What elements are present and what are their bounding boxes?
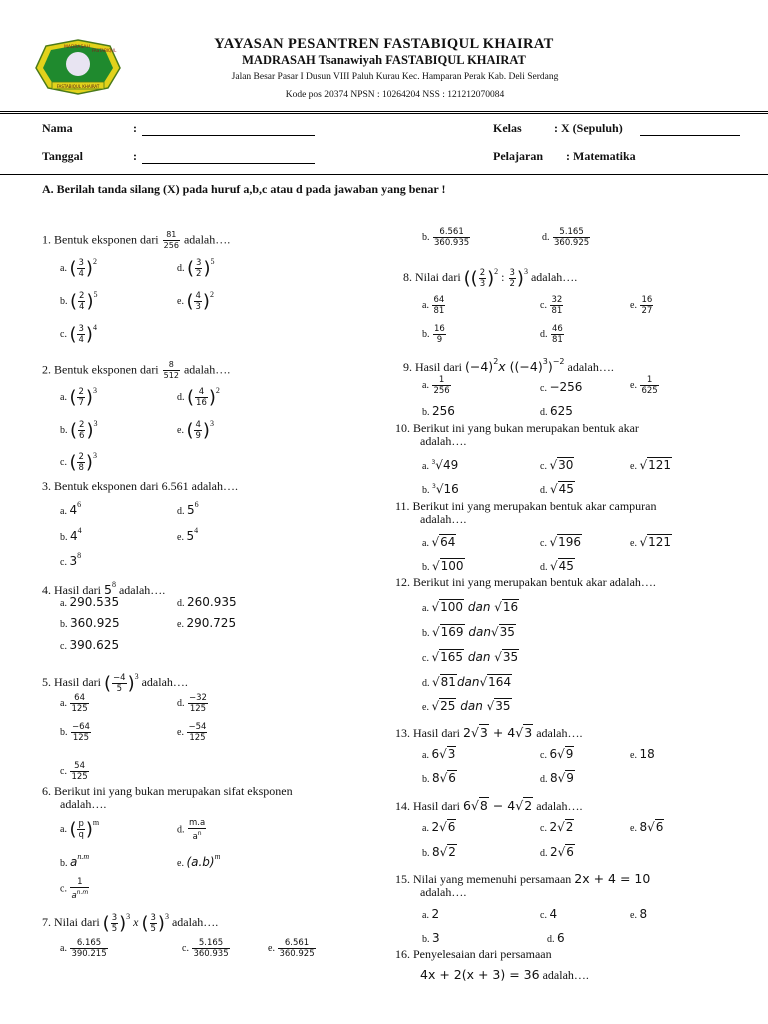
option-letter: c. [540,910,547,921]
q2-option-c[interactable]: c. ( $\frac{2}{8}$ )$^3$ [60,451,97,474]
q15-option-e[interactable]: e. 8 [630,907,648,921]
q9-option-b[interactable]: b. 256 [422,404,455,418]
question-2-suffix: adalah…. [183,362,231,377]
option-letter: a. [422,538,429,549]
q12-option-d[interactable]: d. √81dan√164 [422,675,512,689]
option-letter: d. [177,506,185,517]
question-8: 8. Nilai dari (( $\frac{2}{3}$ )$^2$ : $\frac{3}{2}$ )$^3$ adalah…. [403,267,578,289]
q1-option-c[interactable]: c. ( $\frac{3}{4}$ )$^4$ [60,323,97,346]
option-letter: d. [540,485,548,496]
option-letter: e. [177,726,184,738]
q5-option-d[interactable]: d. $\frac{-32}{125}$ [177,693,207,714]
q3-option-b[interactable]: b. $4^4$ [60,526,82,543]
question-15 [395,872,650,899]
option-letter: c. [60,641,67,652]
question-14-suffix: adalah…. [536,799,583,813]
option-letter: c. [540,383,547,394]
option-letter: e. [268,942,275,954]
option-letter: b. [422,774,430,785]
option-letter: b. [60,726,68,738]
school-codes: Kode pos 20374 NPSN : 10264204 NSS : 121212070084 [285,90,505,100]
q8-option-e[interactable]: e. $\frac{16}{27}$ [630,295,653,316]
option-letter: e. [422,702,429,713]
class-value: : X (Sepuluh) [554,121,623,135]
q1-option-e[interactable]: e. ( $\frac{4}{3}$ )$^2$ [177,290,214,313]
option-letter: b. [422,848,430,859]
option-letter: d. [542,231,550,243]
q15-option-c[interactable]: c. 4 [540,907,558,921]
question-1-text: 1. Bentuk eksponen dari [42,232,159,247]
option-letter: a. [422,823,429,834]
option-letter: e. [630,823,637,834]
q6-option-a[interactable]: a. ( $\frac{p}{q}$ )$^m$ [60,818,100,841]
header-rule-double [0,113,768,114]
question-2 [42,360,230,381]
question-10-suffix: adalah…. [420,434,467,448]
q4-option-c[interactable]: c. 390.625 [60,638,120,652]
q4-option-a[interactable]: a. 290.535 [60,595,120,609]
q9-option-e[interactable]: e. $\frac{1}{625}$ [630,375,658,396]
q16-equation-line [420,968,589,982]
instruction-text: A. Berilah tanda silang (X) pada huruf a,b,c atau d pada jawaban yang benar ! [42,182,446,196]
question-7: 7. Nilai dari ( $\frac{3}{5}$ )$^3$ x ( $\frac{3}{5}$ )$^3$ adalah…. [42,912,219,934]
q1-option-d[interactable]: d. ( $\frac{3}{2}$ )$^5$ [177,257,215,280]
option-letter: b. [422,934,430,945]
subject-label: Pelajaran [493,149,543,163]
q6-option-c[interactable]: c. $\frac{1}{a^{n.m}}$ [60,877,89,901]
question-9-suffix: adalah…. [567,360,614,374]
option-letter: b. [422,485,430,496]
q4-option-b[interactable]: b. 360.925 [60,616,120,630]
q7-option-b[interactable]: b. $\frac{6.561}{360.935}$ [422,227,470,248]
option-letter: c. [540,823,547,834]
option-letter: d. [540,774,548,785]
option-letter: e. [177,619,184,630]
question-2-text: 2. Bentuk eksponen dari [42,362,159,377]
q10-option-d[interactable]: d. √45 [540,482,574,496]
option-letter: a. [422,461,429,472]
question-15-suffix: adalah…. [420,885,467,899]
q2-fraction: $\frac{8}{512}$ [163,360,179,380]
q7-option-c[interactable]: c. $\frac{5.165}{360.935}$ [182,938,229,959]
option-letter: c. [422,653,429,664]
option-letter: a. [60,697,67,709]
q10-option-b[interactable]: b. $^3$√16 [422,482,459,496]
q8-option-a[interactable]: a. $\frac{64}{81}$ [422,295,445,316]
question-10 [395,422,639,448]
question-14-text: 14. Hasil dari [395,799,460,813]
q11-option-a[interactable]: a. √64 [422,535,456,549]
option-letter: e. [630,379,637,391]
question-8-suffix: adalah…. [530,270,578,284]
question-6 [42,785,293,811]
q3-option-c[interactable]: c. $3^8$ [60,551,82,568]
question-9-text: 9. Hasil dari [403,360,462,374]
q2-option-d[interactable]: d. ( $\frac{4}{16}$ )$^2$ [177,386,220,409]
question-3: 3. Bentuk eksponen dari 6.561 adalah…. [42,479,238,493]
question-9: 9. Hasil dari $(-4)^2x$ $((-4)^3)^{-2}$ adalah…. [403,357,614,374]
question-5-suffix: adalah…. [141,675,188,689]
q10-option-e[interactable]: e. √121 [630,458,672,472]
q14-option-a[interactable]: a. 2√6 [422,820,456,834]
option-letter: e. [630,910,637,921]
q15-equation: 2x + 4 = 10 [574,871,651,886]
option-letter: c. [540,461,547,472]
option-letter: e. [177,296,184,307]
name-field[interactable] [142,122,315,136]
question-15-text: 15. Nilai yang memenuhi persamaan [395,872,572,886]
option-letter: d. [422,678,430,689]
question-4-suffix: adalah…. [118,583,166,597]
class-label: Kelas [493,121,522,135]
question-13: 13. Hasil dari 2√3 + 4√3 adalah…. [395,725,583,740]
q3-option-e[interactable]: e. $5^4$ [177,526,199,543]
option-letter: b. [60,425,68,436]
question-16-suffix: adalah…. [542,968,589,982]
q1-fraction: $\frac{81}{256}$ [163,230,179,250]
q14-option-e[interactable]: e. 8√6 [630,820,664,834]
q7-option-a[interactable]: a. $\frac{6.165}{390.215}$ [60,938,107,959]
option-letter: e. [177,425,184,436]
q4-base: 5 [104,582,112,597]
question-14: 14. Hasil dari 6√8 − 4√2 adalah…. [395,798,583,813]
option-letter: e. [177,532,184,543]
q11-option-b[interactable]: b. √100 [422,559,464,573]
q14-option-c[interactable]: c. 2√2 [540,820,574,834]
option-letter: a. [60,506,67,517]
foundation-name: YAYASAN PESANTREN FASTABIQUL KHAIRAT [214,36,554,52]
option-letter: d. [540,562,548,573]
question-12: 12. Berikut ini yang merupakan bentuk akar adalah…. [395,575,656,589]
option-letter: d. [177,392,185,403]
header-rule [0,111,768,112]
q14-option-b[interactable]: b. 8√2 [422,845,456,859]
question-4-text: 4. Hasil dari [42,583,101,597]
q13-option-e[interactable]: e. 18 [630,747,655,761]
q8-option-b[interactable]: b. $\frac{16}{9}$ [422,324,445,345]
q12-option-e[interactable]: e. √25 dan √35 [422,699,511,713]
option-letter: a. [60,942,67,954]
q4-option-d[interactable]: d. 260.935 [177,595,237,609]
option-letter: c. [60,883,67,895]
info-rule [0,174,768,175]
q15-option-d[interactable]: d. 6 [547,931,565,945]
q2-option-a[interactable]: a. ( $\frac{2}{7}$ )$^3$ [60,386,97,409]
date-field[interactable] [142,150,315,164]
question-5-text: 5. Hasil dari [42,675,101,689]
option-letter: e. [630,750,637,761]
option-letter: a. [422,603,429,614]
option-letter: b. [60,858,68,869]
date-colon: : [133,149,137,163]
q12-option-a[interactable]: a. √100 dan √16 [422,600,519,614]
option-letter: c. [540,750,547,761]
q3-option-d[interactable]: d. $5^6$ [177,500,199,517]
option-letter: b. [422,231,430,243]
option-letter: d. [540,848,548,859]
q7-option-e[interactable]: e. $\frac{6.561}{360.925}$ [268,938,315,959]
q5-option-e[interactable]: e. $\frac{-54}{125}$ [177,722,207,743]
option-letter: c. [182,942,189,954]
option-letter: a. [422,299,429,311]
option-letter: a. [60,824,67,835]
option-letter: a. [60,263,67,274]
q9-option-a[interactable]: a. $\frac{1}{256}$ [422,375,450,396]
option-letter: b. [60,532,68,543]
q16-equation: 4x + 2(x + 3) = 36 [420,967,540,982]
question-13-text: 13. Hasil dari [395,726,460,740]
option-letter: a. [422,750,429,761]
option-letter: b. [422,407,430,418]
option-letter: c. [60,557,67,568]
q12-option-c[interactable]: c. √165 dan √35 [422,650,519,664]
option-letter: c. [540,299,547,311]
question-1 [42,230,230,251]
q13-option-c[interactable]: c. 6√9 [540,747,574,761]
date-label: Tanggal [42,149,83,163]
option-letter: e. [630,538,637,549]
logo-top-text: MADRASAH [64,45,90,50]
q6-option-b[interactable]: b. $a^{n.m}$ [60,852,90,869]
question-8-text: 8. Nilai dari [403,270,461,284]
question-7-suffix: adalah…. [171,915,219,929]
q13-option-a[interactable]: a. 6√3 [422,747,456,761]
q1-option-b[interactable]: b. ( $\frac{2}{4}$ )$^5$ [60,290,98,313]
q13-option-b[interactable]: b. 8√6 [422,771,456,785]
question-16: 16. Penyelesaian dari persamaan [395,947,552,961]
q13-option-d[interactable]: d. 8√9 [540,771,574,785]
option-letter: a. [60,392,67,403]
q11-option-d[interactable]: d. √45 [540,559,574,573]
q8-option-d[interactable]: d. $\frac{46}{81}$ [540,324,563,345]
q8-option-c[interactable]: c. $\frac{32}{81}$ [540,295,563,316]
q10-option-c[interactable]: c. √30 [540,458,574,472]
option-letter: e. [630,461,637,472]
name-label: Nama [42,121,73,135]
question-13-suffix: adalah…. [536,726,583,740]
class-field-line[interactable] [640,122,740,136]
q4-exponent: 8 [111,580,116,589]
option-letter: a. [60,598,67,609]
q9-option-c[interactable]: c. −256 [540,380,583,394]
q1-option-a[interactable]: a. ( $\frac{3}{4}$ )$^2$ [60,257,97,280]
q2-option-e[interactable]: e. ( $\frac{4}{9}$ )$^3$ [177,419,214,442]
q5-option-c[interactable]: c. $\frac{54}{125}$ [60,761,88,782]
option-letter: d. [177,824,185,836]
question-7-text: 7. Nilai dari [42,915,100,929]
option-letter: e. [177,858,184,869]
option-letter: c. [60,765,67,777]
option-letter: a. [422,910,429,921]
option-letter: e. [630,299,637,311]
q11-option-e[interactable]: e. √121 [630,535,672,549]
question-10-text: 10. Berikut ini yang bukan merupakan bentuk akar [395,421,639,435]
question-11 [395,500,656,526]
q15-option-b[interactable]: b. 3 [422,931,440,945]
option-letter: b. [422,562,430,573]
question-6-suffix: adalah…. [60,797,107,811]
option-letter: d. [540,407,548,418]
option-letter: d. [177,263,185,274]
option-letter: b. [422,328,430,340]
q5-option-b[interactable]: b. $\frac{-64}{125}$ [60,722,90,743]
q2-option-b[interactable]: b. ( $\frac{2}{6}$ )$^3$ [60,419,98,442]
option-letter: d. [177,598,185,609]
q4-option-e[interactable]: e. 290.725 [177,616,237,630]
q3-option-a[interactable]: a. $4^6$ [60,500,82,517]
q6-option-e[interactable]: e. $(a.b)^m$ [177,852,221,869]
question-1-suffix: adalah…. [183,232,231,247]
q10-option-a[interactable]: a. $^3$√49 [422,458,459,472]
option-letter: c. [60,457,67,468]
q6-option-d[interactable]: d. $\frac{m.a}{a^n}$ [177,818,206,842]
question-6-text: 6. Berikut ini yang bukan merupakan sifat eksponen [42,784,293,798]
school-address: Jalan Besar Pasar I Dusun VIII Paluh Kurau Kec. Hamparan Perak Kab. Deli Serdang [231,72,559,82]
option-letter: b. [60,296,68,307]
madrasah-name: MADRASAH Tsanawiyah FASTABIQUL KHAIRAT [242,53,526,67]
option-letter: c. [540,538,547,549]
q7-option-d[interactable]: d. $\frac{5.165}{360.925}$ [542,227,590,248]
option-letter: d. [540,328,548,340]
name-colon: : [133,121,137,135]
option-letter: b. [422,628,430,639]
q12-option-b[interactable]: b. √169 dan√35 [422,625,515,639]
option-letter: a. [422,379,429,391]
option-letter: d. [547,934,555,945]
q14-option-d[interactable]: d. 2√6 [540,845,574,859]
question-5: 5. Hasil dari ( $\frac{-4}{5}$ )$^3$ adalah…. [42,672,188,694]
q5-option-a[interactable]: a. $\frac{64}{125}$ [60,693,88,714]
option-letter: c. [60,329,67,340]
q11-option-c[interactable]: c. √196 [540,535,582,549]
subject-value: : Matematika [566,149,636,163]
option-letter: d. [177,697,185,709]
question-11-text: 11. Berikut ini yang merupakan bentuk akar campuran [395,499,657,513]
logo-right-text: FASTABIQUL [92,48,117,53]
q9-option-d[interactable]: d. 625 [540,404,573,418]
logo-banner-text: FASTABIQUL KHAIRAT [56,84,100,89]
question-11-suffix: adalah…. [420,512,467,526]
q15-option-a[interactable]: a. 2 [422,907,440,921]
option-letter: b. [60,619,68,630]
